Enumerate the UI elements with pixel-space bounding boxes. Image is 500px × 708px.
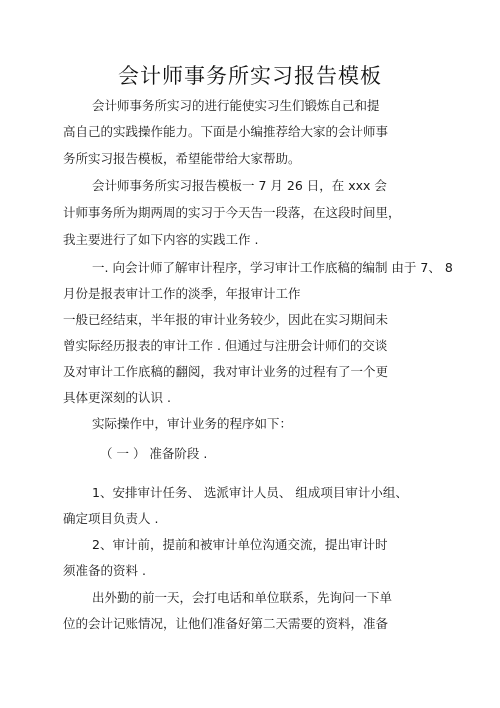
paragraph-line: 一般已经结束，半年报的审计业务较少，因此在实习期间未: [63, 312, 389, 327]
paragraph-line: 具体更深刻的认识 .: [63, 390, 171, 405]
list-item: 1、安排审计任务、 选派审计人员、 组成项目审计小组、: [92, 485, 408, 500]
section-heading: （ 一 ） 准备阶段 .: [100, 446, 208, 461]
list-item: 2、审计前，提前和被审计单位沟通交流，提出审计时: [92, 537, 388, 552]
paragraph-line: 一. 向会计师了解审计程序，学习审计工作底稿的编制 由于 7、 8: [92, 260, 453, 275]
paragraph-line: 及对审计工作底稿的翻阅，我对审计业务的过程有了一个更: [63, 364, 389, 379]
paragraph-line: 我主要进行了如下内容的实践工作 .: [63, 232, 259, 247]
paragraph-line: 曾实际经历报表的审计工作 . 但通过与注册会计师们的交谈: [63, 338, 388, 353]
paragraph-line: 月份是报表审计工作的淡季，年报审计工作: [63, 286, 301, 301]
list-item-continuation: 确定项目负责人 .: [63, 511, 159, 526]
paragraph-line: 高自己的实践操作能力。下面是小编推荐给大家的会计师事: [63, 124, 389, 139]
paragraph-line: 会计师事务所实习报告模板一 7 月 26 日，在 xxx 会: [92, 178, 387, 193]
paragraph-line: 计师事务所为期两周的实习于今天告一段落，在这段时间里，: [63, 205, 401, 220]
paragraph-line: 会计师事务所实习的进行能使实习生们锻炼自己和提: [92, 98, 380, 113]
paragraph-line: 务所实习报告模板，希望能带给大家帮助。: [63, 151, 301, 166]
paragraph-line: 位的会计记账情况，让他们准备好第二天需要的资料，准备: [63, 616, 389, 631]
document-title: 会计师事务所实习报告模板: [118, 64, 382, 88]
paragraph-line: 出外勤的前一天，会打电话和单位联系，先询问一下单: [92, 590, 393, 605]
list-item-continuation: 须准备的资料 .: [63, 563, 146, 578]
paragraph-line: 实际操作中，审计业务的程序如下：: [92, 416, 293, 431]
